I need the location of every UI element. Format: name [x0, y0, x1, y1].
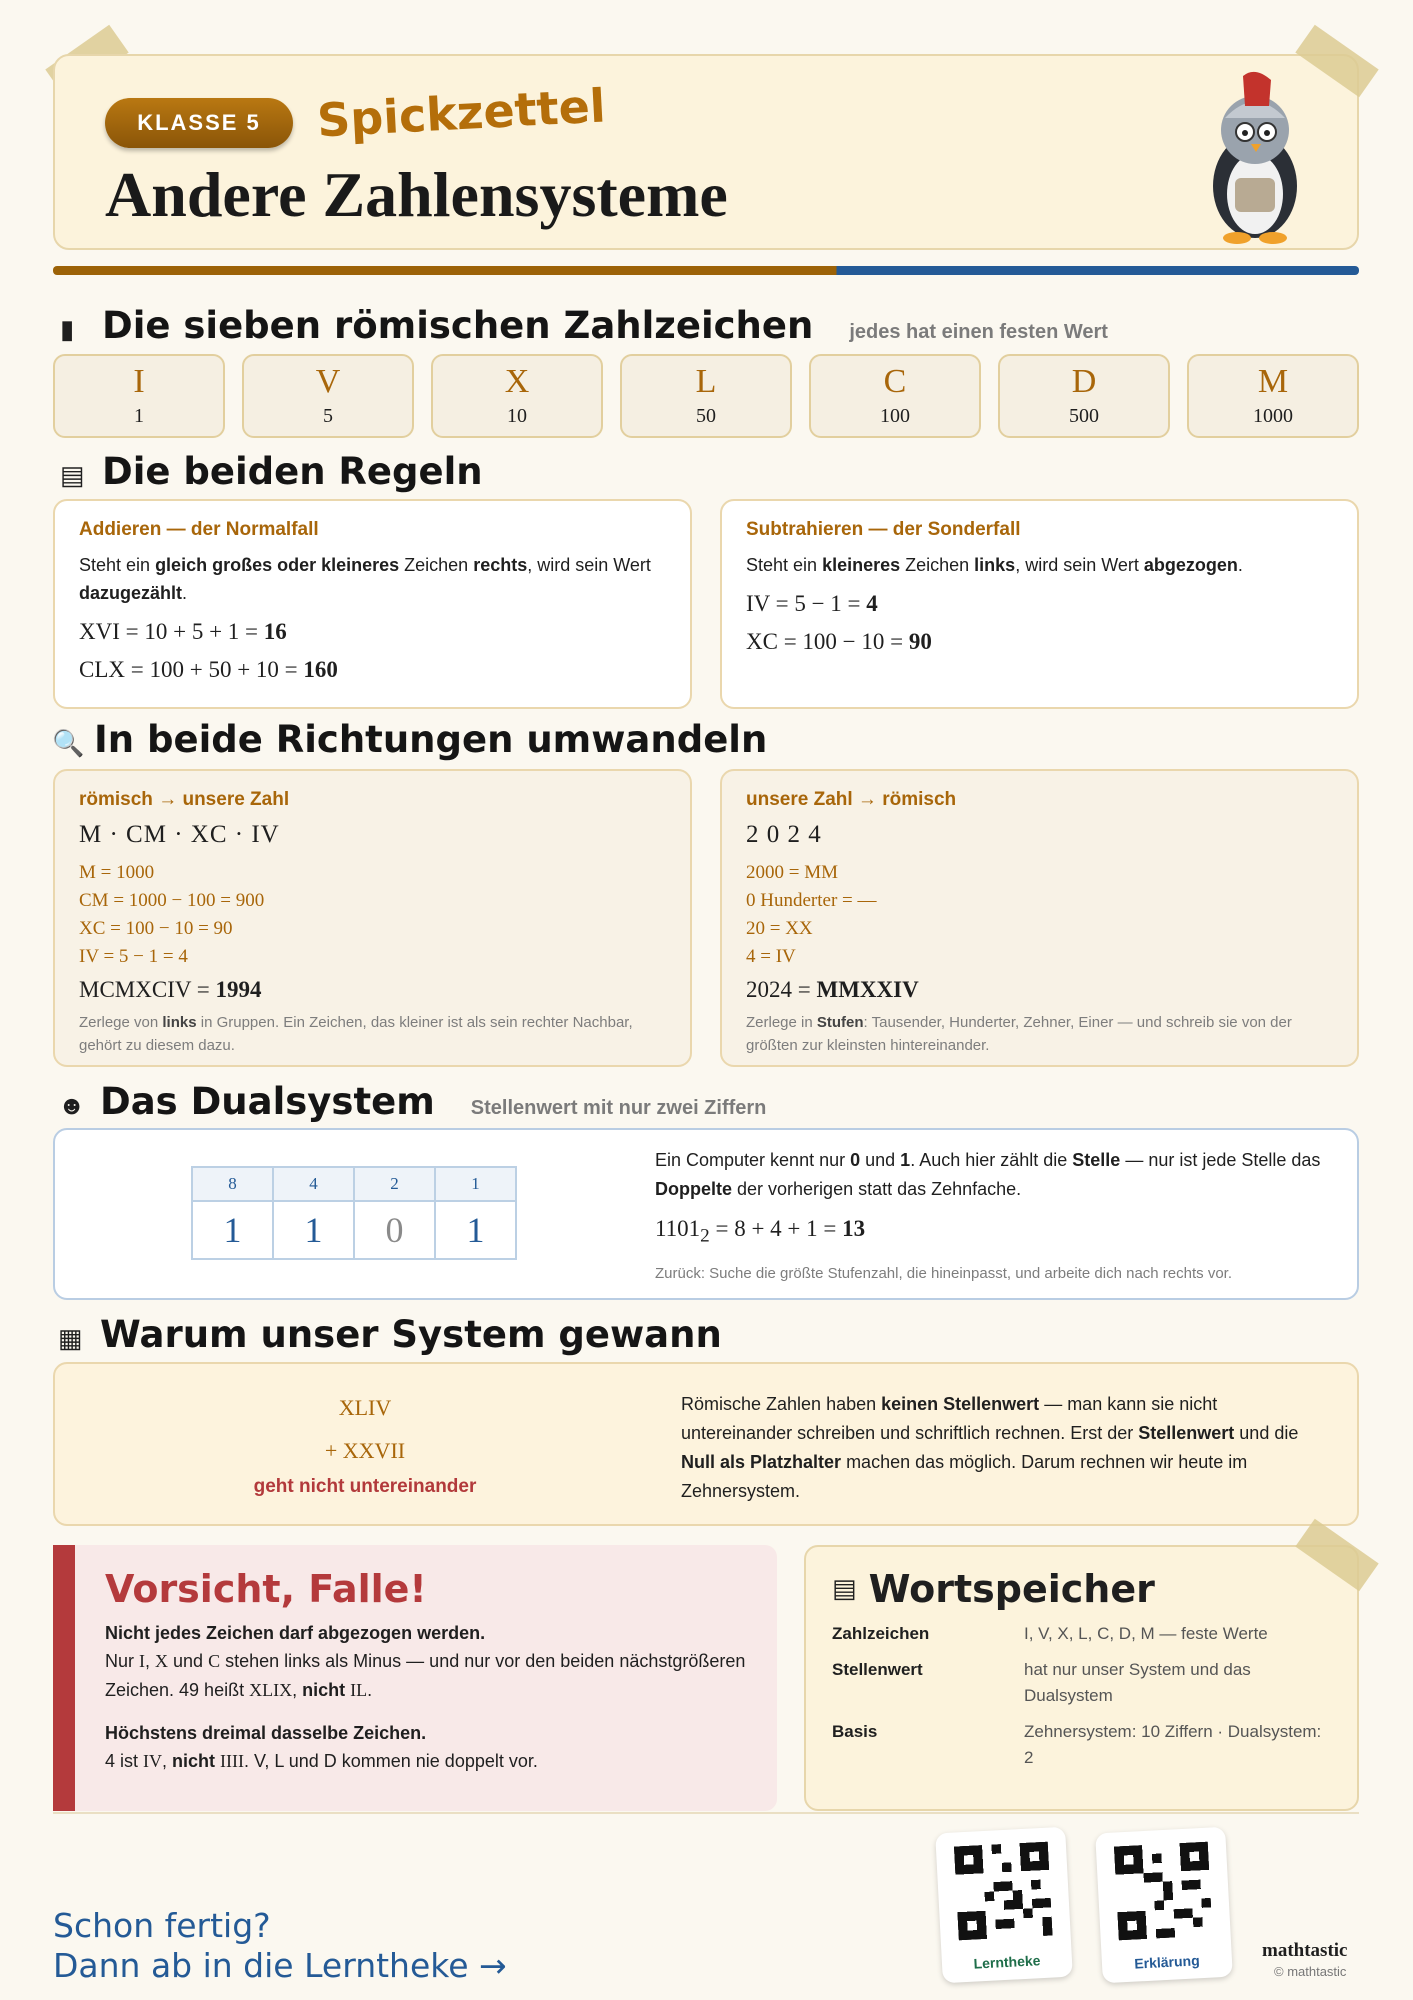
glossary-term: Basis — [832, 1722, 878, 1741]
section-title: Die beiden Regeln — [102, 450, 483, 493]
convert-step: XC = 100 − 10 = 90 — [79, 918, 233, 939]
numeral-symbol: L — [695, 362, 717, 400]
rule-card-subtract — [720, 499, 1359, 709]
page-title: Andere Zahlensysteme — [105, 159, 728, 230]
section-title: Warum unser System gewann — [100, 1313, 722, 1356]
convert-step: 0 Hunderter = — — [746, 890, 877, 911]
glossary-title: ▤ Wortspeicher — [832, 1567, 1155, 1611]
why-explanation: Römische Zahlen haben keinen Stellenwert — man kann sie nicht untereinander schreiben und schriftlich rechnen. Erst der Stellenwert und die Null als Platzhalter machen das möglich. Darum rechnen wir heute im Zehnersystem. — [681, 1394, 1299, 1501]
warning-lead: Höchstens dreimal dasselbe Zeichen. — [105, 1723, 427, 1743]
glossary-definition: I, V, X, L, C, D, M — feste Werte — [1024, 1624, 1268, 1643]
qr-card-erklaerung[interactable] — [1095, 1827, 1233, 1984]
binary-digit: 0 — [354, 1201, 435, 1259]
page-subtitle: Spickzettel — [315, 78, 607, 148]
numeral-card — [620, 354, 792, 438]
section-heading-rules — [60, 450, 483, 493]
place-value-header: 1 — [435, 1167, 516, 1201]
footer-cta — [53, 1906, 507, 1986]
convert-steps — [79, 859, 666, 971]
books-icon: ▤ — [832, 1574, 857, 1604]
binary-digit: 1 — [435, 1201, 516, 1259]
section-heading-why — [58, 1313, 722, 1356]
binary-digit: 1 — [273, 1201, 354, 1259]
section-note: Stellenwert mit nur zwei Ziffern — [470, 1097, 767, 1119]
convert-number: M · CM · XC · IV — [79, 821, 280, 848]
roman-addition-example — [55, 1386, 675, 1498]
penguin-mascot-icon — [1185, 66, 1325, 246]
glossary-box — [804, 1545, 1359, 1811]
convert-step: CM = 1000 − 100 = 900 — [79, 890, 265, 911]
section-note: jedes hat einen festen Wert — [849, 321, 1108, 343]
warning-lead: Nicht jedes Zeichen darf abgezogen werden. — [105, 1623, 486, 1643]
warning-title: Vorsicht, Falle! — [105, 1567, 427, 1611]
glossary-row — [832, 1719, 1331, 1771]
dual-hint: Zurück: Suche die größte Stufenzahl, die hineinpasst, und arbeite dich nach rechts vor. — [655, 1264, 1233, 1282]
numeral-symbol: V — [315, 362, 341, 400]
footer-divider — [53, 1812, 1359, 1814]
section-heading-dual — [58, 1080, 766, 1123]
place-value-header: 8 — [192, 1167, 273, 1201]
roman-addition-warning: geht nicht untereinander — [253, 1476, 477, 1497]
why-card — [53, 1362, 1359, 1526]
rule-card-add — [53, 499, 692, 709]
numeral-card — [1187, 354, 1359, 438]
convert-hint: Zerlege in Stufen: Tausender, Hunderter, Zehner, Einer — und schreib sie von der größten zur kleinsten hintereinander. — [746, 1014, 1292, 1054]
convert-number: 2 0 2 4 — [746, 821, 822, 848]
convert-step: M = 1000 — [79, 862, 155, 883]
convert-steps — [746, 859, 1333, 971]
dual-explanation — [655, 1146, 1335, 1285]
convert-result: 2024 = MMXXIV — [746, 977, 919, 1002]
numeral-symbol: M — [1257, 362, 1289, 400]
grade-badge: KLASSE 5 — [105, 98, 293, 148]
convert-heading: römisch → unsere Zahl — [79, 789, 290, 810]
qr-card-lerntheke[interactable] — [935, 1827, 1073, 1984]
footer-cta-line: Dann ab in die Lerntheke → — [53, 1946, 507, 1985]
convert-step: 2000 = MM — [746, 862, 839, 883]
dual-example: $1101_2 = 8 + 4 + 1 = 13$ — [655, 1216, 866, 1247]
convert-result: MCMXCIV = 1994 — [79, 977, 262, 1002]
rule-example: XVI = 10 + 5 + 1 = 16 — [79, 619, 287, 644]
binary-digit: 1 — [192, 1201, 273, 1259]
section-title: Die sieben römischen Zahlzeichen — [102, 304, 814, 347]
place-value-table — [191, 1166, 517, 1260]
warning-text: Nur I, X und C stehen links als Minus — und nur vor den beiden nächstgrößeren Zeichen. 49 heißt XLIX, nicht IL. — [105, 1651, 746, 1700]
numeral-value: 50 — [696, 404, 716, 427]
numeral-card — [242, 354, 414, 438]
qr-label: Lerntheke — [973, 1952, 1041, 1972]
numeral-value: 100 — [880, 404, 910, 427]
scroll-icon: ▤ — [60, 460, 85, 490]
convert-step: 20 = XX — [746, 918, 813, 939]
numeral-cards — [53, 354, 1359, 438]
place-value-header: 4 — [273, 1167, 354, 1201]
rule-text: Steht ein kleineres Zeichen links, wird sein Wert abgezogen. — [746, 555, 1243, 575]
numeral-value: 1000 — [1253, 404, 1293, 427]
rule-example: IV = 5 − 1 = 4 — [746, 591, 878, 616]
brand-logo: mathtastic — [1262, 1940, 1348, 1961]
section-title: Das Dualsystem — [100, 1080, 435, 1123]
warning-text: 4 ist IV, nicht IIII. V, L und D kommen nie doppelt vor. — [105, 1751, 538, 1771]
page-header — [53, 54, 1359, 250]
glossary-term: Stellenwert — [832, 1660, 923, 1679]
qr-code-icon — [1114, 1842, 1213, 1941]
glossary-row — [832, 1657, 1331, 1709]
qr-label: Erklärung — [1133, 1952, 1201, 1972]
numeral-symbol: I — [133, 362, 145, 400]
convert-step: 4 = IV — [746, 946, 796, 967]
numeral-value: 1 — [134, 404, 144, 427]
convert-step: IV = 5 − 1 = 4 — [79, 946, 188, 967]
rule-heading: Subtrahieren — der Sonderfall — [746, 519, 1021, 540]
section-title: In beide Richtungen umwandeln — [94, 718, 768, 761]
section-heading-numerals — [60, 304, 1108, 347]
dual-text: Ein Computer kennt nur 0 und 1. Auch hier zählt die Stelle — nur ist jede Stelle das Doppelte der vorherigen statt das Zehnfache. — [655, 1150, 1321, 1199]
glossary-row — [832, 1621, 1331, 1647]
rule-example: XC = 100 − 10 = 90 — [746, 629, 932, 654]
place-value-header: 2 — [354, 1167, 435, 1201]
convert-card-decimal-to-roman — [720, 769, 1359, 1067]
convert-heading: unsere Zahl → römisch — [746, 789, 957, 810]
numeral-card — [53, 354, 225, 438]
roman-line: + XXVII — [324, 1438, 406, 1463]
section-heading-convert — [52, 718, 767, 761]
numeral-symbol: X — [504, 362, 530, 400]
abacus-icon: ▦ — [58, 1323, 83, 1353]
copyright: © mathtastic — [1274, 1964, 1347, 1979]
glossary-term: Zahlzeichen — [832, 1624, 930, 1643]
header-divider — [53, 266, 1359, 275]
qr-code-icon — [954, 1842, 1053, 1941]
rule-text: Steht ein gleich großes oder kleineres Zeichen rechts, wird sein Wert dazugezählt. — [79, 555, 651, 603]
glossary-definition: hat nur unser System und das Dualsystem — [1024, 1660, 1251, 1705]
dual-card — [53, 1128, 1359, 1300]
footer-cta-line: Schon fertig? — [53, 1906, 271, 1945]
numeral-card — [809, 354, 981, 438]
roman-line: XLIV — [338, 1395, 392, 1420]
column-icon: ▮ — [60, 314, 75, 344]
numeral-value: 500 — [1069, 404, 1099, 427]
convert-card-roman-to-decimal — [53, 769, 692, 1067]
numeral-card — [998, 354, 1170, 438]
warning-box — [53, 1545, 777, 1811]
numeral-symbol: C — [883, 362, 907, 400]
numeral-value: 10 — [507, 404, 527, 427]
glossary-definition: Zehnersystem: 10 Ziffern · Dualsystem: 2 — [1024, 1722, 1322, 1767]
numeral-symbol: D — [1071, 362, 1097, 400]
convert-hint: Zerlege von links in Gruppen. Ein Zeichen, das kleiner ist als sein rechter Nachbar, gehört zu diesem dazu. — [79, 1014, 633, 1054]
rule-heading: Addieren — der Normalfall — [79, 519, 319, 540]
magnifier-icon: 🔍 — [52, 728, 85, 758]
robot-icon: ☻ — [58, 1090, 86, 1120]
rule-example: CLX = 100 + 50 + 10 = 160 — [79, 657, 338, 682]
numeral-card — [431, 354, 603, 438]
numeral-value: 5 — [323, 404, 333, 427]
